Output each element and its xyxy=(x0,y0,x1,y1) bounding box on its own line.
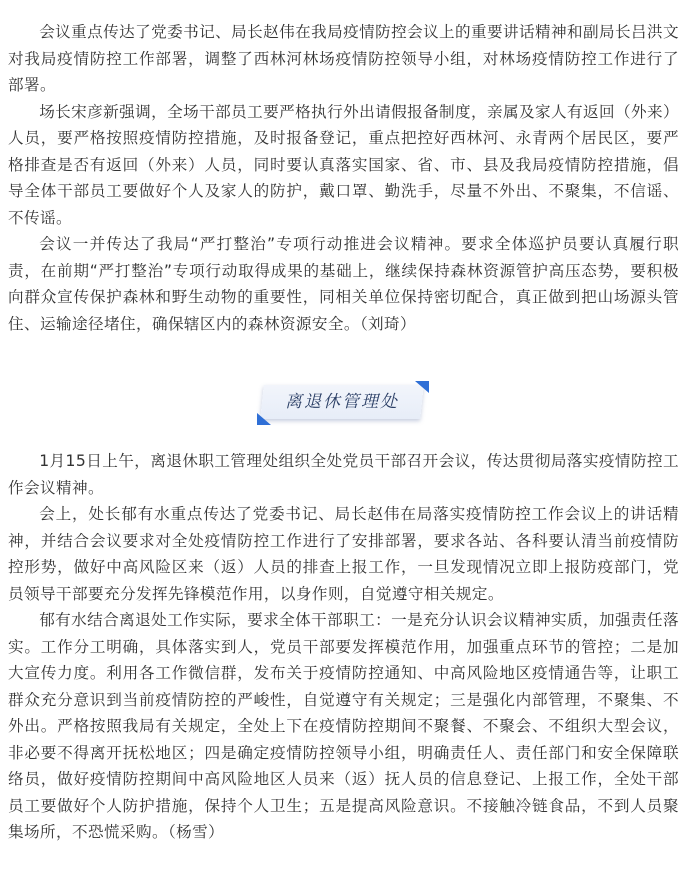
paragraph: 会议一并传达了我局“严打整治”专项行动推进会议精神。要求全体巡护员要认真履行职责，在前期“严打整治”专项行动取得成果的基础上，继续保持森林资源管护高压态势，要积极向群众宣传保护森林和野生动物的重要性，同相关单位保持密切配合，真正做到把山场源头管住、运输途径堵住，确保辖区内的森林资源安全。（刘琦） xyxy=(8,235,679,333)
paragraph: 1月15日上午，离退休职工管理处组织全处党员干部召开会议，传达贯彻局落实疫情防控工作会议精神。 xyxy=(8,452,679,497)
section-retirement-office xyxy=(0,448,687,846)
section-header xyxy=(258,382,428,422)
paragraph: 场长宋彦新强调，全场干部员工要严格执行外出请假报备制度，亲属及家人有返回（外来）人员，要严格按照疫情防控措施，及时报备登记，重点把控好西林河、永青两个居民区，要严格排查是否有返回（外来）人员，同时要认真落实国家、省、市、县及我局疫情防控措施，倡导全体干部员工要做好个人及家人的防护，戴口罩、勤洗手，尽量不外出、不聚集，不信谣、不传谣。 xyxy=(8,102,679,227)
section-forest-farm xyxy=(0,19,687,337)
paragraph: 会上，处长郁有水重点传达了党委书记、局长赵伟在局落实疫情防控工作会议上的讲话精神，并结合会议要求对全处疫情防控工作进行了安排部署，要求各站、各科要认清当前疫情防控形势，做好中高风险区来（返）人员的排查上报工作，一旦发现情况立即上报防疫部门，党员领导干部要充分发挥先锋模范作用，以身作则，自觉遵守相关规定。 xyxy=(8,505,679,603)
paragraph: 郁有水结合离退处工作实际，要求全体干部职工：一是充分认识会议精神实质，加强责任落实。工作分工明确，具体落实到人，党员干部要发挥模范作用，加强重点环节的管控；二是加大宣传力度。利用各工作微信群，发布关于疫情防控通知、中高风险地区疫情通告等，让职工群众充分意识到当前疫情防控的严峻性，自觉遵守有关规定；三是强化内部管理，不聚集、不外出。严格按照我局有关规定，全处上下在疫情防控期间不聚餐、不聚会、不组织大型会议，非必要不得离开抚松地区；四是确定疫情防控领导小组，明确责任人、责任部门和安全保障联络员，做好疫情防控期间中高风险地区人员来（返）抚人员的信息登记、上报工作，全处干部员工要做好个人防护措施，保持个人卫生；五是提高风险意识。不接触冷链食品，不到人员聚集场所，不恐慌采购。（杨雪） xyxy=(8,611,679,841)
section-header-title: 离退休管理处 xyxy=(285,392,399,412)
paragraph: 会议重点传达了党委书记、局长赵伟在我局疫情防控会议上的重要讲话精神和副局长吕洪文对我局疫情防控工作部署，调整了西林河林场疫情防控领导小组，对林场疫情防控工作进行了部署。 xyxy=(8,23,679,94)
